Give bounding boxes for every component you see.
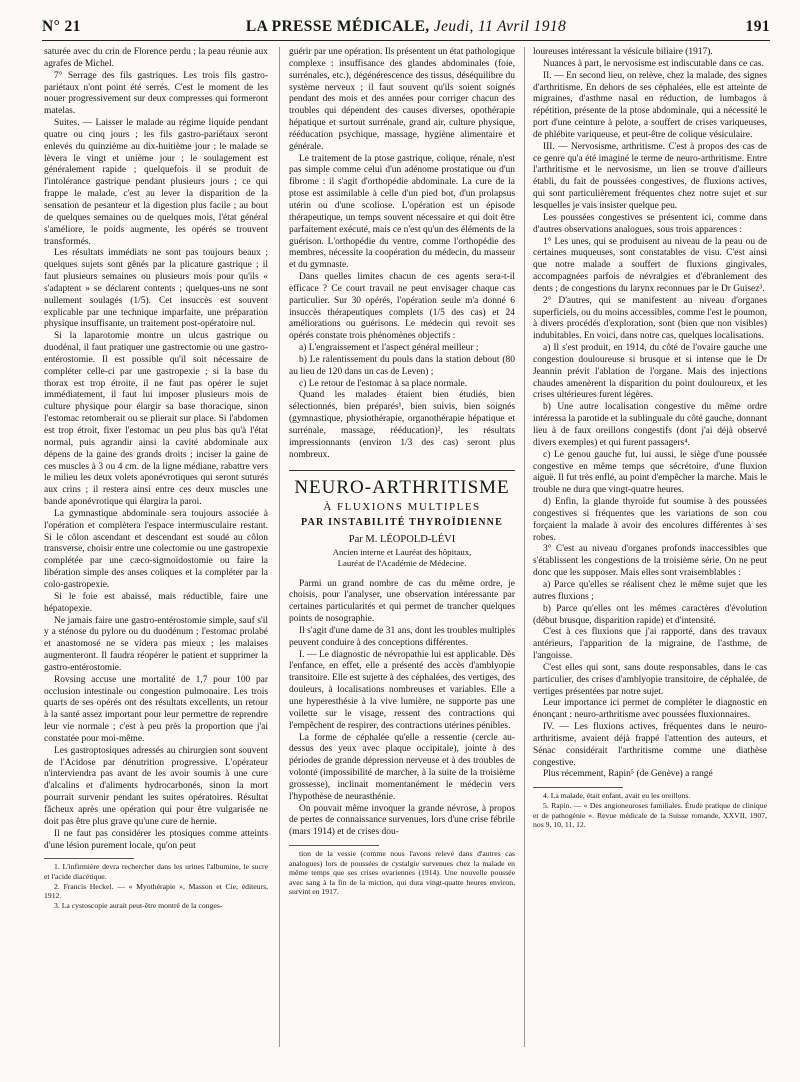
paragraph: 7° Serrage des fils gastriques. Les trois fils gastro-pariétaux n'ont point été serrés. C'est le moment de les nouer progressivement sur deux compresses qui formeront matelas. <box>44 70 268 117</box>
paragraph: Les gastroptosiques adressés au chirurgien sont souvent de l'Acidose par dénutrition progressive. L'opérateur n'interviendra pas avant de les avoir soumis à une cure d'alcalins et d'aliments hydrocarbonés, sinon la mort pourrait survenir pendant les suites opératoires. Résultat fâcheux après une opération qui pour être vulgarisée ne doit pas être plus grave qu'une cure de hernie. <box>44 745 268 827</box>
paragraph: loureuses intéressant la vésicule biliaire (1917). <box>533 47 713 57</box>
paragraph: Le traitement de la ptose gastrique, colique, rénale, n'est pas simple comme celui d'un adénome prostatique ou d'un fibrome : il s'agit d'orthopédie abdominale. La cure de la ptose est assimilable à celle d'un pied bot, d'un prolapsus utérin ou d'une scoliose. L'opération est un épisode thérapeutique, un temps souvent nécessaire et qui doit être parfaitement exécuté, mais ce n'est qu'un des éléments de la guérison. L'orthopédie du ventre, comme l'orthopédie des membres, nécessite la coopération du médecin, du masseur et du gymnaste. <box>289 153 515 271</box>
footnote-rule <box>44 858 134 859</box>
footnote: 4. La malade, était enfant, avait eu les oreillons. <box>543 791 691 801</box>
paragraph: Rovsing accuse une mortalité de 1,7 pour 100 par occlusion intestinale ou congestion pulmonaire. Les trois quarts de ses opérés ont des résultats excellents, un retour à la santé assez important pour leur permettre de reprendre leur vie normale ; c'est à peu près la proportion que j'ai constatée pour moi-même. <box>44 674 268 744</box>
paragraph: Leur importance ici permet de compléter le diagnostic en énonçant : neuro-arthritisme avec poussées fluxionnaires. <box>533 698 767 721</box>
paragraph: On pouvait même invoquer la grande névrose, à propos de pertes de connaissance survenues, lors d'une crise fébrile (mars 1914) et de crises dou- <box>289 803 515 838</box>
article-body <box>289 579 515 840</box>
list-item: b) Le ralentissement du pouls dans la station debout (80 au lieu de 120 dans un cas de Leven) ; <box>289 354 515 377</box>
paragraph: III. — Nervosisme, arthritisme. C'est à propos des cas de ce genre qu'a été imaginé le terme de neuro-arthritisme. Entre l'arthritisme et le nervosisme, un lien se trouve d'ailleurs établi, du fait de poussées congestives, de fluxions actives, qui sont particulièrement fréquentes chez notre sujet et sur lesquelles je vais insister quelque peu. <box>533 141 767 211</box>
article-title: NEURO-ARTHRITISME <box>294 476 510 498</box>
paragraph: Si la laparotomie montre un ulcus gastrique ou duodénal, il faut pratiquer une gastrectomie ou une gastro-entérostomie. Il est possible qu'il soit nécessaire de compléter celle-ci par une gastropexie ; si la base du thorax est trop étroite, il ne faut pas opérer le sujet immédiatement, il faut lui imposer plusieurs mois de culture physique pour élargir sa base thoracique, sinon l'estomac retomberait ou se plierait sur place. Si l'abdomen est trop étroit, fixer l'estomac un peu plus bas qu'à l'état normal, puis agrandir ainsi la cavité abdominale aux dépens de la gaine des grands droits ; inciser la gaine de ces muscles à 3 ou 4 cm. de la ligne médiane, rabattre vers le milieu les deux volets aponévrotiques qui seront suturés aux crins ; il restera ainsi entre ces deux muscles une bande aponévrotique qui élargira la paroi. <box>44 331 268 508</box>
paragraph: 1° Les unes, qui se produisent au niveau de la peau ou de certaines muqueuses, sont constatables de visu. C'est ainsi que notre malade a souffert de fluxions gingivales, accompagnées parfois de névralgies et d'ébranlement des dents ; de congestions du larynx reconnues par le Dr Guisez³. <box>533 236 767 294</box>
column-divider <box>524 47 525 1047</box>
footnotes <box>289 849 515 897</box>
list-item: c) Le genou gauche fut, lui aussi, le siège d'une poussée congestive en même temps que sécrétoire, d'une fluxion aiguë. Il fut très enflé, au point d'empêcher la marche. Mais le trouble ne dura que vingt-quatre heures. <box>533 449 767 496</box>
paragraph: IV. — Les fluxions actives, fréquentes dans le neuro-arthritisme, avaient déjà frappé l'attention des auteurs, et Sénac considérait l'arthritisme comme une diathèse congestive. <box>533 722 767 768</box>
journal-title: LA PRESSE MÉDICALE, <box>245 18 430 35</box>
paragraph: Suites. — Laisser le malade au régime liquide pendant quatre ou cinq jours ; les fils gastro-pariétaux seront enlevés du quinzième au dix-huitième jour ; le malade se lèvera le vingt et unième jour ; le soulagement est généralement rapide ; quelquefois il se produit de l'intolérance gastrique pendant plusieurs jours ; ce qui frappe le malade, c'est au lever la disparition de la sensation de pesanteur et la digestion plus facile ; au bout de quelques semaines ou de quelques mois, l'état général s'améliore, le poids augmente, les opérés se trouvent transformés. <box>44 118 268 247</box>
paragraph: Plus récemment, Rapin⁵ (de Genève) a rangé <box>543 769 713 780</box>
article-heading <box>289 477 515 569</box>
footnotes <box>533 791 767 829</box>
article-subtitle: À FLUXIONS MULTIPLES <box>323 500 481 513</box>
footnote: tion de la vessie (comme nous l'avons relevé dans d'autres cas analogues) lors de poussées de cystalgie survenues chez la malade en même temps que ses crises ovariennes (1914). Une nouvelle poussée avec sang à la fin de la miction, qui dura vingt-quatre heures environ, survint en 1917. <box>289 849 515 897</box>
footnote: 3. La cystoscopie aurait peut-être montré de la conges- <box>54 900 223 910</box>
column-1 <box>44 47 268 1023</box>
paragraph: Les résultats immédiats ne sont pas toujours beaux ; quelques sujets sont gênés par la plicature gastrique ; il faut plusieurs semaines ou plusieurs mois pour qu'ils « s'adaptent » se déclarent contents ; quelques-uns ne sont nullement soulagés (1/5). Cet insuccès est souvent explicable par une technique imparfaite, une préparation physique insuffisante, un traitement post-opératoire nul. <box>44 248 268 330</box>
article-separator <box>289 470 515 471</box>
paragraph: Les poussées congestives se présentent ici, comme dans d'autres observations analogues, sous trois apparences : <box>533 212 767 235</box>
footnote-rule <box>289 845 379 846</box>
paragraph: II. — En second lieu, on relève, chez la malade, des signes d'arthritisme. En dehors de ses céphalées, elle est atteinte de migraines, d'asthme nasal en réduction, de lumbagos à répétition, présente de la ptose abdominale, qui a nécessité le port d'une ceinture à pelote, a souffert de crises variqueuses, de phlébite variqueuse, et peut-être de colique vésiculaire. <box>533 70 767 140</box>
list-item: c) Le retour de l'estomac à sa place normale. <box>299 378 468 389</box>
footnotes <box>44 862 268 910</box>
paragraph: La forme de céphalée qu'elle a ressentie (cercle au-dessus des yeux avec plaque occipitale), jointe à des périodes de grande dépression nerveuse et à des troubles de volonté (impossibilité de marcher, à la suite de la troisième grossesse), inclinait momentanément le médecin vers l'hypothèse de neurasthénie. <box>289 732 515 802</box>
page-header <box>42 14 770 38</box>
paragraph: Si le foie est abaissé, mais réductible, faire une hépatopexie. <box>44 591 268 614</box>
paragraph: Ne jamais faire une gastro-entérostomie simple, sauf s'il y a sténose du pylore ou du duodénum ; l'estomac prolabé et anastomosé ne se videra pas mieux ; les malaises augmenteront. Il faudra réopérer le patient et supprimer la gastro-entérostomie. <box>44 615 268 673</box>
list-item: b) Une autre localisation congestive du même ordre intéressa la parotide et la sublinguale du côté gauche, donnant lieu à de faux oreillons congestifs (dont j'ai déjà observé divers exemples) et qui furent passagers⁴. <box>533 402 767 448</box>
footnote: 5. Rapin. — « Des angioneuroses familiales. Étude pratique de clinique et de pathogénie ». Revue médicale de la Suisse romande, XXVII, 1907, nos 9, 10, 11, 12. <box>533 800 767 830</box>
affiliation-line: Ancien interne et Lauréat des hôpitaux, <box>332 546 472 557</box>
page-number: 191 <box>745 18 770 35</box>
footnote: 2. Francis Heckel. — « Myothérapie », Masson et Cie, éditeurs, 1912. <box>44 881 268 901</box>
journal-title-line <box>42 18 770 36</box>
paragraph: C'est elles qui sont, sans doute responsables, dans le cas particulier, des crises d'amblyopie transitoire, de céphalée, de vertiges présentées par notre sujet. <box>533 662 767 697</box>
paragraph: Quand les malades étaient bien étudiés, bien sélectionnés, bien préparés¹, bien suivis, bien soignés (gymnastique, physiothérapie, organothérapie hépatique et surrénale, massage, rééducation)², les résultats impressionnants (environ 1/3 des cas) seront plus nombreux. <box>289 390 515 460</box>
list-item: a) Il s'est produit, en 1914, du côté de l'ovaire gauche une congestion douloureuse si brusque et si intense que le Dr Jeannin prévit l'ablation de l'organe. Mais des injections chaudes amenèrent la disparition du point douloureux, et les crises ultérieures furent légères. <box>533 343 767 401</box>
footnote-rule <box>533 787 623 788</box>
paragraph: Parmi un grand nombre de cas du même ordre, je choisis, pour l'analyser, une observation intéressante par certaines particularités et qui permet de trancher quelques points de nosographie. <box>289 578 515 625</box>
footnote: 1. L'infirmière devra rechercher dans les urines l'albumine, le sucre et l'acide diacétique. <box>44 862 268 881</box>
paragraph: La gymnastique abdominale sera toujours associée à l'opération et complètera l'espace intermusculaire restant. Si le côlon ascendant et descendant est soudé au côlon transverse, choisir entre une colectomie ou une gastropexie complétée par une cæco-sigmoïdostomie ou faire la libération simple des anses coliques et la compléter par la colo-gastropexie. <box>44 508 268 590</box>
issue-date: Jeudi, 11 Avril 1918 <box>433 18 567 35</box>
paragraph: Il s'agit d'une dame de 31 ans, dont les troubles multiples peuvent conduire à des conceptions différentes. <box>289 625 515 648</box>
column-2 <box>289 47 515 1023</box>
paragraph: guérir par une opération. Ils présentent un état pathologique complexe : insuffisance des glandes abdominales (foie, surrénales, etc.), dégénérescence des tissus, déséquilibre du système nerveux ; il faut souvent qu'ils soient soignés pendant des mois et des années pour corriger chacun des troubles qui dépendent des causes diverses, opothérapie hépatique et surtout surrénale, grand air, culture physique, rééducation psychique, massage, hygiène alimentaire et générale. <box>289 47 515 152</box>
paragraph: Dans quelles limites chacun de ces agents sera-t-il efficace ? Ce court travail ne peut envisager chaque cas particulier. Sur 30 opérés, l'opération seule m'a donné 6 insuccès thérapeutiques complets (1/5 des cas) et 24 améliorations ou guérisons. Le médecin qui revoit ses opérés constate trois phénomènes objectifs : <box>289 272 515 342</box>
paragraph: C'est à ces fluxions que j'ai rapporté, dans des travaux antérieurs, l'apparition de la migraine, de l'asthme, de l'angoisse. <box>533 627 767 662</box>
author-affiliation <box>289 547 515 569</box>
list-item: d) Enfin, la glande thyroïde fut soumise à des poussées congestives si fréquentes que les variations de son cou forçaient la malade à avoir des encolures différentes à ses robes. <box>533 497 767 543</box>
list-item: b) Parce qu'elles ont les mêmes caractères d'évolution (début brusque, disparition rapide) et d'intensité. <box>533 603 767 626</box>
article-author: Par M. LÉOPOLD-LÉVI <box>348 533 456 545</box>
header-rule <box>42 40 770 41</box>
article-subtitle-2: PAR INSTABILITÉ THYROÏDIENNE <box>301 516 503 528</box>
affiliation-line: Lauréat de l'Académie de Médecine. <box>337 557 467 568</box>
paragraph: saturée avec du crin de Florence perdu ; la peau réunie aux agrafes de Michel. <box>44 47 268 69</box>
paragraph: Nuances à part, le nervosisme est indiscutable dans ce cas. <box>543 58 764 69</box>
paragraph: 2° D'autres, qui se manifestent au niveau d'organes superficiels, ou du moins accessibles, comme l'est le poumon, à divers procédés d'exploration, sont (bien que non visibles) indubitables. En voici, dans notre cas, quelques localisations. <box>533 295 767 342</box>
column-3 <box>533 47 767 1023</box>
column-1-body <box>44 47 268 852</box>
list-item: a) L'engraissement et l'aspect général meilleur ; <box>299 343 479 354</box>
column-3-body <box>533 47 767 781</box>
column-2-body <box>289 47 515 462</box>
paragraph: Il ne faut pas considérer les ptosiques comme atteints d'une lésion purement locale, qu'on peut <box>44 828 268 851</box>
list-item: a) Parce qu'elles se réalisent chez le même sujet que les autres fluxions ; <box>533 579 767 602</box>
issue-number: N° 21 <box>42 18 81 35</box>
column-divider <box>279 47 280 1047</box>
paragraph: 3° C'est au niveau d'organes profonds inaccessibles que s'établissent les congestions de la troisième série. On ne peut donc que les supposer. Mais elles sont vraisemblables : <box>533 544 767 579</box>
paragraph: I. — Le diagnostic de névropathie lui est applicable. Dès l'enfance, en effet, elle a présenté des accès d'amblyopie transitoire. Elle est sujette à des céphalées, des vertiges, des douleurs, à localisations nombreuses et variables. Elle a une hyperesthésie à la vive lumière, ne supporte pas une voilette sur le visage, ressent des contractions qui l'empêchent de respirer, des contractions utérines pénibles. <box>289 649 515 731</box>
